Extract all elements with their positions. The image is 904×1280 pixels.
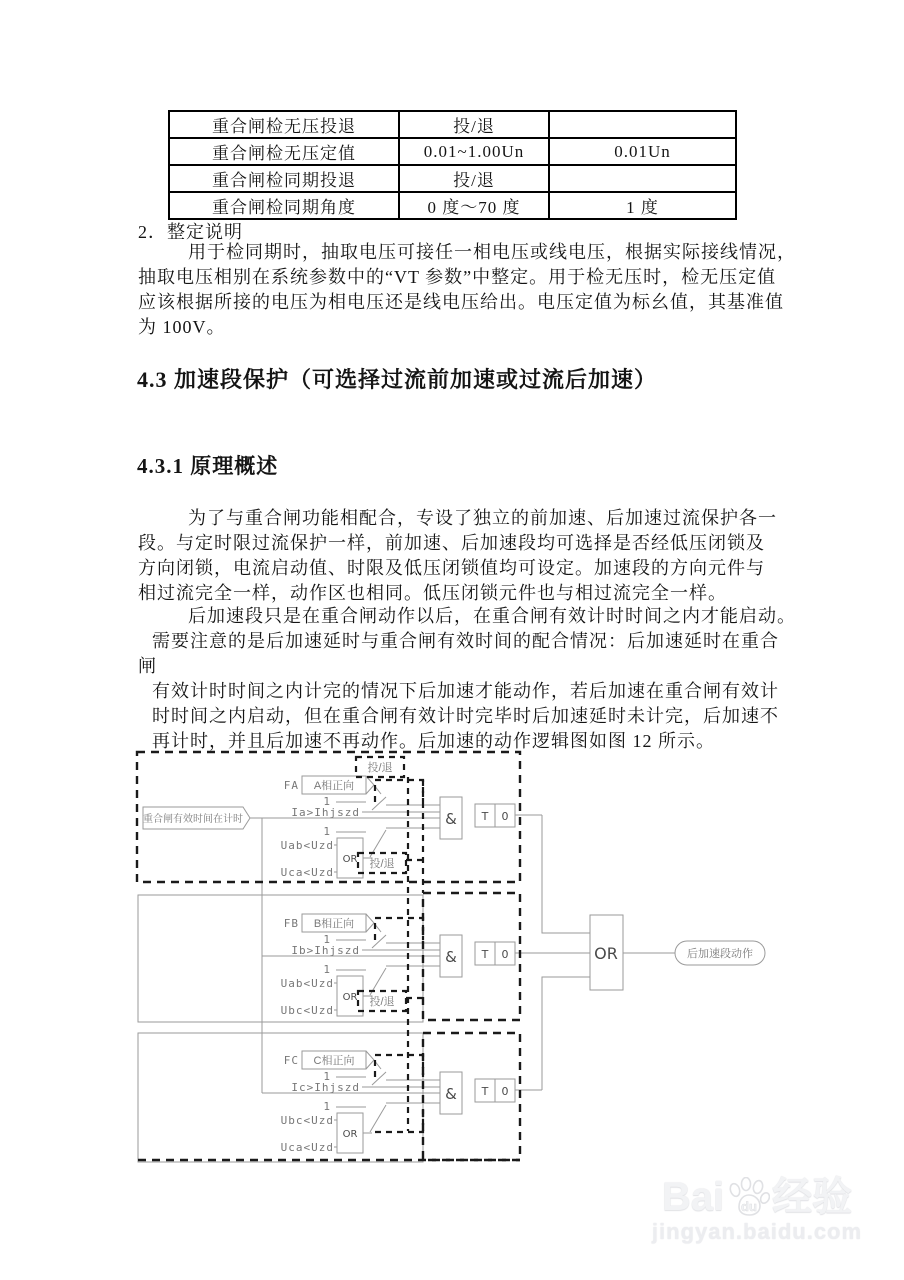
undervoltage-2-c: Uca<Uzd [280, 1141, 334, 1154]
direction-b-label: B相正向 [313, 918, 355, 930]
timer-b-t: T [481, 948, 489, 961]
text-line: 后加速段只是在重合闸动作以后，在重合闸有效计时时间之内才能启动。 [188, 606, 796, 626]
param-range-cell: 投/退 [399, 165, 549, 192]
fa-flag-label: FA [283, 779, 299, 792]
text-line: 为 100V。 [138, 317, 226, 337]
table-row [169, 165, 736, 192]
text-line: 有效计时时间之内计完的情况下后加速才能动作，若后加速在重合闸有效计 [152, 681, 779, 701]
and-gate-b-label: & [445, 948, 457, 966]
param-range-cell: 投/退 [399, 111, 549, 138]
switch-label: 投/退 [369, 996, 395, 1008]
const-one: 1 [323, 933, 331, 946]
baidu-paw-icon [726, 1177, 770, 1217]
undervoltage-1-b: Uab<Uzd [280, 977, 334, 990]
or-gate-a-label: OR [342, 854, 358, 865]
text-line: 应该根据所接的电压为相电压还是线电压给出。电压定值为标幺值，其基准值 [138, 292, 784, 312]
direction-a-label: A相正向 [313, 780, 355, 792]
param-name-cell: 重合闸检同期角度 [169, 192, 399, 219]
fc-flag-label: FC [283, 1054, 299, 1067]
timer-a-0: 0 [501, 810, 509, 823]
diagonal-cell [549, 165, 736, 192]
diagonal-cell [549, 111, 736, 138]
text-line: 方向闭锁，电流启动值、时限及低压闭锁值均可设定。加速段的方向元件与 [138, 558, 765, 578]
const-one: 1 [323, 1100, 331, 1113]
param-range-cell: 0.01~1.00Un [399, 138, 549, 165]
direction-c-label: C相正向 [313, 1055, 355, 1067]
table-row [169, 192, 736, 219]
voltage-switch-bracket-c [375, 1110, 423, 1132]
const-one: 1 [323, 1070, 331, 1083]
const-one: 1 [323, 795, 331, 808]
or-gate-b-label: OR [342, 992, 358, 1003]
principle-paragraph-2 [138, 604, 796, 754]
param-step-cell: 0.01Un [549, 138, 736, 165]
timer-b-0: 0 [501, 948, 509, 961]
recloser-timing-label: 重合闸有效时间在计时 [143, 814, 243, 825]
undervoltage-2-b: Ubc<Uzd [280, 1004, 334, 1017]
heading-4-3-1: 4.3.1 原理概述 [137, 454, 279, 478]
timer-c-t: T [481, 1085, 489, 1098]
const-one: 1 [323, 963, 331, 976]
param-name-cell: 重合闸检无压定值 [169, 138, 399, 165]
switch-label: 投/退 [367, 762, 393, 774]
watermark-url: jingyan.baidu.com [651, 1219, 863, 1244]
or-gate-main-label: OR [594, 944, 618, 963]
direction-switch-bracket-b [375, 918, 423, 940]
undervoltage-2-a: Uca<Uzd [280, 866, 334, 879]
watermark-du: du [741, 1199, 758, 1214]
text-line: 时时间之内启动，但在重合闸有效计时完毕时后加速延时未计完，后加速不 [152, 706, 779, 726]
logic-diagram-figure-12 [0, 748, 904, 1180]
watermark [632, 1175, 882, 1245]
fb-flag-label: FB [283, 917, 299, 930]
timer-c-0: 0 [501, 1085, 509, 1098]
text-line: 闸 [138, 656, 157, 676]
param-step-cell: 1 度 [549, 192, 736, 219]
timer-a-t: T [481, 810, 489, 823]
param-name-cell: 重合闸检同期投退 [169, 165, 399, 192]
table-row [169, 111, 736, 138]
param-name-cell: 重合闸检无压投退 [169, 111, 399, 138]
setting-note-heading: 2．整定说明 [138, 222, 243, 242]
text-line: 为了与重合闸功能相配合，专设了独立的前加速、后加速过流保护各一 [188, 508, 777, 528]
undervoltage-1-c: Ubc<Uzd [280, 1114, 334, 1127]
setting-note-paragraph [138, 240, 796, 340]
logic-diagram-svg [0, 748, 904, 1180]
text-line: 用于检同期时，抽取电压可接任一相电压或线电压，根据实际接线情况， [188, 242, 796, 262]
param-range-cell: 0 度～70 度 [399, 192, 549, 219]
text-line: 需要注意的是后加速延时与重合闸有效时间的配合情况：后加速延时在重合 [152, 631, 779, 651]
and-gate-a-label: & [445, 810, 457, 828]
and-gate-c-label: & [445, 1085, 457, 1103]
text-line: 再计时，并且后加速不再动作。后加速的动作逻辑图如图 12 所示。 [152, 731, 715, 751]
current-condition-b: Ib>Ihjszd [291, 944, 360, 957]
current-condition-c: Ic>Ihjszd [291, 1081, 360, 1094]
switch-label: 投/退 [369, 858, 395, 870]
current-condition-a: Ia>Ihjszd [291, 806, 360, 819]
watermark-brand-row [632, 1175, 882, 1219]
text-line: 抽取电压相别在系统参数中的“VT 参数”中整定。用于检无压时，检无压定值 [138, 267, 777, 287]
parameter-table [168, 110, 737, 220]
or-gate-c-label: OR [342, 1129, 358, 1140]
principle-paragraph-1 [138, 506, 777, 606]
output-label: 后加速段动作 [687, 948, 753, 960]
undervoltage-1-a: Uab<Uzd [280, 839, 334, 852]
direction-switch-bracket-a [375, 780, 423, 802]
direction-switch-bracket-c [375, 1055, 423, 1077]
phase-b-lines [262, 923, 590, 1010]
const-one: 1 [323, 825, 331, 838]
watermark-suffix: 经验 [772, 1175, 853, 1219]
text-line: 相过流完全一样，动作区也相同。低压闭锁元件也与相过流完全一样。 [138, 583, 727, 603]
text-line: 段。与定时限过流保护一样，前加速、后加速段均可选择是否经低压闭锁及 [138, 533, 765, 553]
watermark-brand: Bai [661, 1175, 725, 1219]
heading-4-3: 4.3 加速段保护（可选择过流前加速或过流后加速） [137, 367, 658, 392]
switch-label-boxes [356, 757, 406, 1011]
table-row [169, 138, 736, 165]
